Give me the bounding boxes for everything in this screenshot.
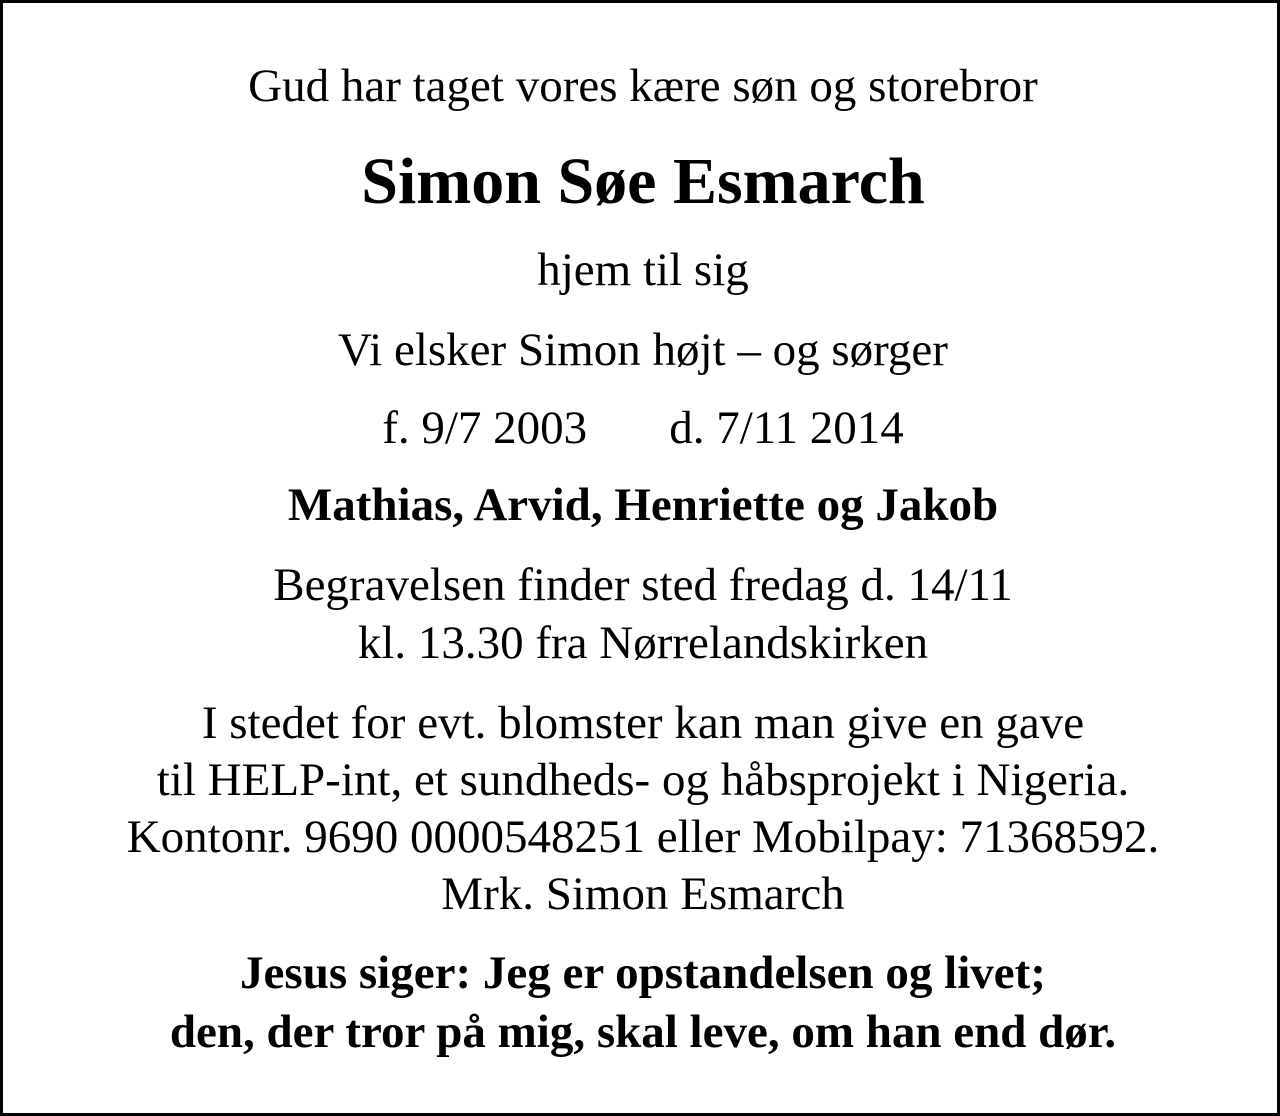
verse-line-1: Jesus siger: Jeg er opstandelsen og livet; [240, 947, 1046, 999]
family-names: Mathias, Arvid, Henriette og Jakob [287, 479, 999, 531]
birth-date: f. 9/7 2003 [382, 402, 588, 454]
home-line: hjem til sig [537, 244, 749, 296]
donation-line-1: I stedet for evt. blomster kan man give en gave [201, 697, 1085, 749]
love-line: Vi elsker Simon højt – og sørger [338, 324, 948, 376]
donation-line-4: Mrk. Simon Esmarch [441, 868, 845, 920]
intro-line: Gud har taget vores kære søn og storebror [248, 60, 1038, 112]
death-date: d. 7/11 2014 [669, 402, 904, 454]
funeral-line-2: kl. 13.30 fra Nørrelandskirken [357, 617, 929, 669]
deceased-name: Simon Søe Esmarch [361, 145, 925, 218]
verse-line-2: den, der tror på mig, skal leve, om han end dør. [169, 1006, 1117, 1058]
funeral-line-1: Begravelsen finder sted fredag d. 14/11 [273, 559, 1013, 611]
dates-line [3, 402, 1280, 454]
donation-line-2: til HELP-int, et sundheds- og håbsprojekt i Nigeria. [156, 754, 1130, 806]
donation-line-3: Kontonr. 9690 0000548251 eller Mobilpay: 71368592. [126, 811, 1160, 863]
